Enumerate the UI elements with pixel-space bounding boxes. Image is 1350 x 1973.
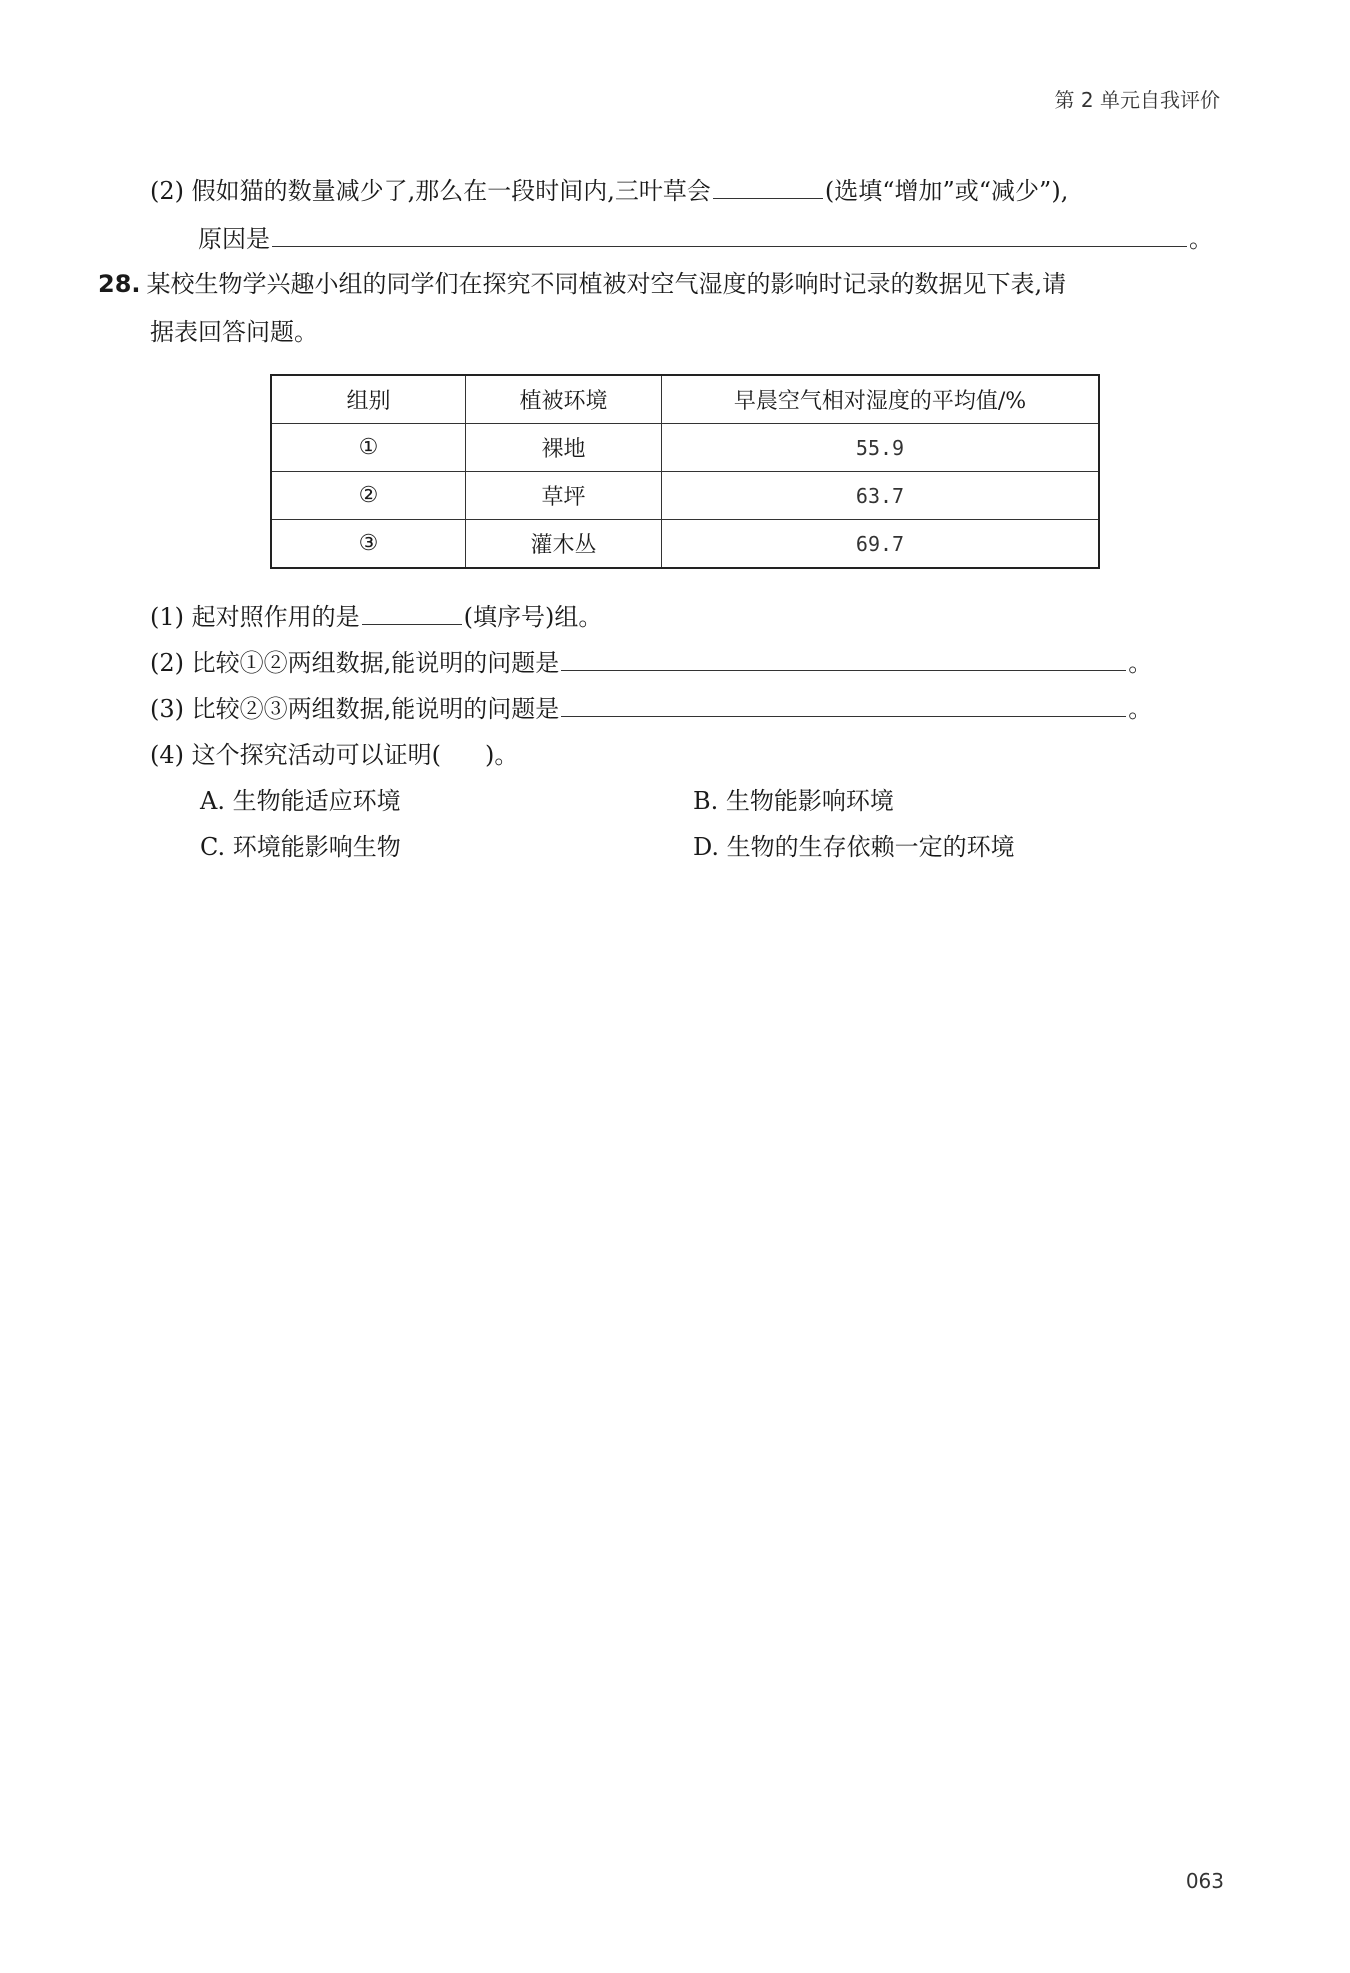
table-cell-vegetation: 灌木丛	[466, 520, 662, 569]
q28-sub4-suffix: )。	[485, 741, 519, 769]
q28-sub1	[150, 600, 602, 634]
table-cell-vegetation: 裸地	[466, 424, 662, 472]
q28-sub1-blank[interactable]	[362, 600, 462, 625]
option-b[interactable]: B. 生物能影响环境	[693, 787, 894, 815]
table-cell-humidity: 63.7	[662, 472, 1100, 520]
table-cell-humidity: 69.7	[662, 520, 1100, 569]
q28-sub1-prefix: (1) 起对照作用的是	[150, 603, 360, 631]
table-header-humidity: 早晨空气相对湿度的平均值/%	[662, 375, 1100, 424]
q28-sub3-end: 。	[1128, 695, 1153, 723]
option-d[interactable]: D. 生物的生存依赖一定的环境	[693, 833, 1015, 861]
q27-sub2-prefix: (2) 假如猫的数量减少了,那么在一段时间内,三叶草会	[150, 177, 711, 205]
table-cell-group: ②	[271, 472, 466, 520]
page-header: 第 2 单元自我评价	[1054, 88, 1220, 112]
q28-sub3	[150, 692, 1152, 726]
q28-sub4	[150, 738, 518, 772]
q27-sub2-suffix: (选填“增加”或“减少”),	[824, 177, 1069, 205]
table-row	[271, 520, 1099, 569]
table-cell-vegetation: 草坪	[466, 472, 662, 520]
q28-sub2-end: 。	[1128, 649, 1153, 677]
table-header-row	[271, 375, 1099, 424]
option-c[interactable]: C. 环境能影响生物	[200, 833, 401, 861]
option-a[interactable]: A. 生物能适应环境	[200, 787, 401, 815]
q28-sub1-suffix: (填序号)组。	[463, 603, 603, 631]
q28-sub2-prefix: (2) 比较①②两组数据,能说明的问题是	[150, 649, 560, 677]
q28-stem-line1	[98, 267, 1066, 301]
q28-number: 28.	[98, 270, 141, 298]
q28-sub2-blank[interactable]	[561, 646, 1126, 671]
page-number: 063	[1185, 1869, 1224, 1893]
q28-sub3-prefix: (3) 比较②③两组数据,能说明的问题是	[150, 695, 560, 723]
q28-sub4-prefix: (4) 这个探究活动可以证明(	[150, 741, 441, 769]
table-header-group: 组别	[271, 375, 466, 424]
q27-reason-blank[interactable]	[272, 222, 1187, 247]
q28-sub2	[150, 646, 1152, 680]
q27-sub2-line1	[150, 174, 1068, 208]
q27-sub2-line2	[198, 222, 1213, 256]
table-header-vegetation: 植被环境	[466, 375, 662, 424]
q28-sub3-blank[interactable]	[561, 692, 1126, 717]
table-row	[271, 472, 1099, 520]
table-row	[271, 424, 1099, 472]
q27-reason-end: 。	[1189, 225, 1213, 253]
q27-sub2-blank[interactable]	[713, 174, 823, 199]
table-cell-group: ③	[271, 520, 466, 569]
table-cell-group: ①	[271, 424, 466, 472]
q28-stem-text1: 某校生物学兴趣小组的同学们在探究不同植被对空气湿度的影响时记录的数据见下表,请	[146, 270, 1067, 298]
q27-reason-label: 原因是	[198, 225, 270, 253]
table-cell-humidity: 55.9	[662, 424, 1100, 472]
q28-stem-line2: 据表回答问题。	[150, 318, 318, 346]
humidity-table	[270, 374, 1100, 569]
